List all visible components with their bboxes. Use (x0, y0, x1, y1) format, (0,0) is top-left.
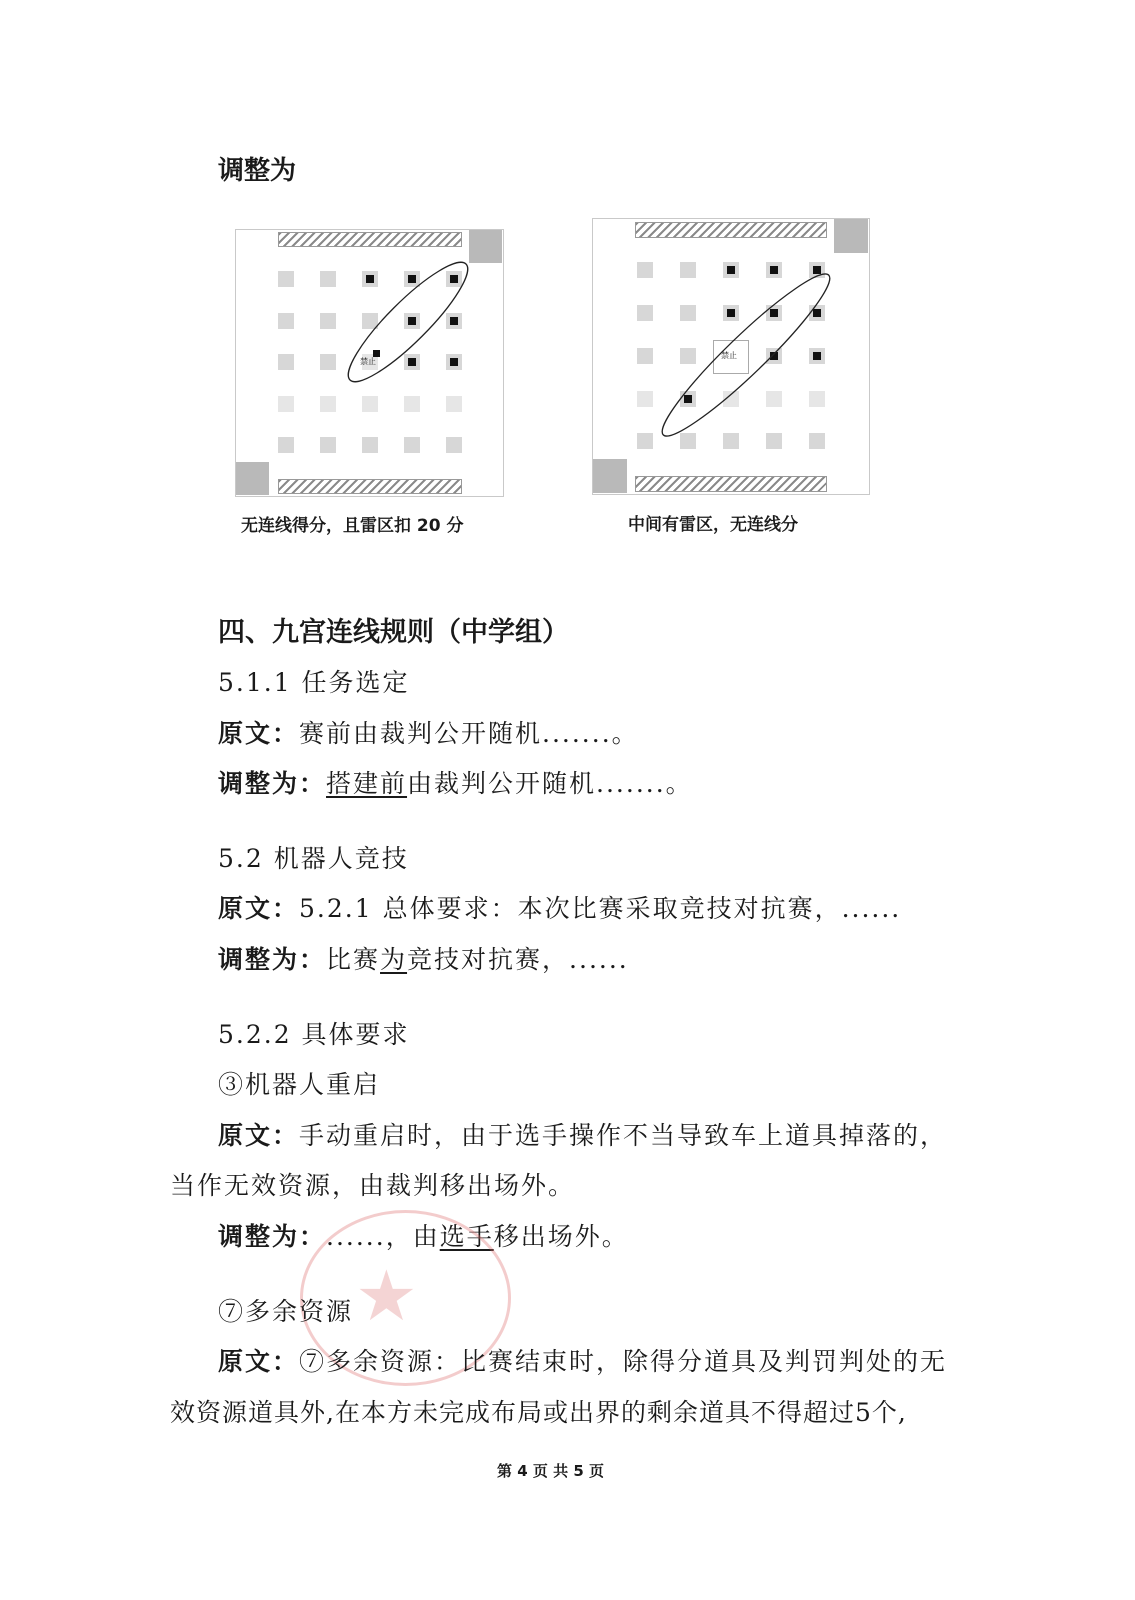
ban-label: 禁止 (360, 357, 376, 366)
paragraph-5-2-original (218, 889, 901, 925)
original-label: 原文： (218, 1347, 300, 1376)
section-heading: 四、九宫连线规则（中学组） (218, 617, 569, 648)
item-7-heading: ⑦多余资源 (218, 1297, 354, 1326)
adjusted-label: 调整为： (218, 945, 327, 974)
diagram-board-2 (592, 218, 870, 495)
adjusted-text-pre: ......，由 (326, 1222, 440, 1251)
ban-label: 禁止 (721, 351, 737, 360)
connection-ellipse (593, 219, 869, 494)
original-label: 原文： (218, 719, 300, 748)
paragraph-5-2-adjusted (218, 940, 629, 976)
figure-1-caption: 无连线得分，且雷区扣 20 分 (241, 516, 464, 536)
underlined-change: 搭建前 (326, 769, 408, 798)
paragraph-5-1-1-original (218, 714, 639, 750)
item-7-original-line1 (218, 1342, 947, 1378)
underlined-change: 选手 (439, 1222, 494, 1251)
original-text: 赛前由裁判公开随机.......。 (299, 719, 639, 748)
adjusted-text: 移出场外。 (493, 1222, 629, 1251)
item-3-heading: ③机器人重启 (218, 1070, 381, 1099)
item-3-original-line1 (218, 1116, 947, 1152)
heading-5-1-1: 5.1.1 任务选定 (218, 668, 410, 697)
item-7-original-line2: 效资源道具外,在本方未完成布局或出界的剩余道具不得超过5个, (170, 1398, 907, 1427)
original-text: ⑦多余资源：比赛结束时，除得分道具及判罚判处的无 (299, 1347, 948, 1376)
diagram-board-1 (235, 229, 504, 497)
figure-2-caption: 中间有雷区，无连线分 (628, 515, 798, 535)
heading-5-2-2: 5.2.2 具体要求 (218, 1020, 410, 1049)
original-label: 原文： (218, 1121, 300, 1150)
original-text: 手动重启时，由于选手操作不当导致车上道具掉落的， (299, 1121, 948, 1150)
adjusted-text: 竞技对抗赛，...... (407, 945, 629, 974)
adjusted-text-pre: 比赛 (326, 945, 381, 974)
adjust-heading: 调整为 (218, 156, 297, 186)
underlined-change: 为 (380, 945, 408, 974)
original-label: 原文： (218, 894, 300, 923)
heading-5-2: 5.2 机器人竞技 (218, 844, 409, 873)
item-3-original-line2: 当作无效资源，由裁判移出场外。 (170, 1171, 576, 1200)
adjusted-text: 由裁判公开随机.......。 (407, 769, 693, 798)
page-footer: 第 4 页 共 5 页 (497, 1462, 604, 1480)
adjusted-label: 调整为： (218, 1222, 327, 1251)
original-text: 5.2.1 总体要求：本次比赛采取竞技对抗赛，...... (299, 894, 902, 923)
paragraph-5-1-1-adjusted (218, 764, 693, 800)
adjusted-label: 调整为： (218, 769, 327, 798)
connection-ellipse (236, 230, 503, 496)
stamp-star-icon: ★ (355, 1255, 418, 1337)
